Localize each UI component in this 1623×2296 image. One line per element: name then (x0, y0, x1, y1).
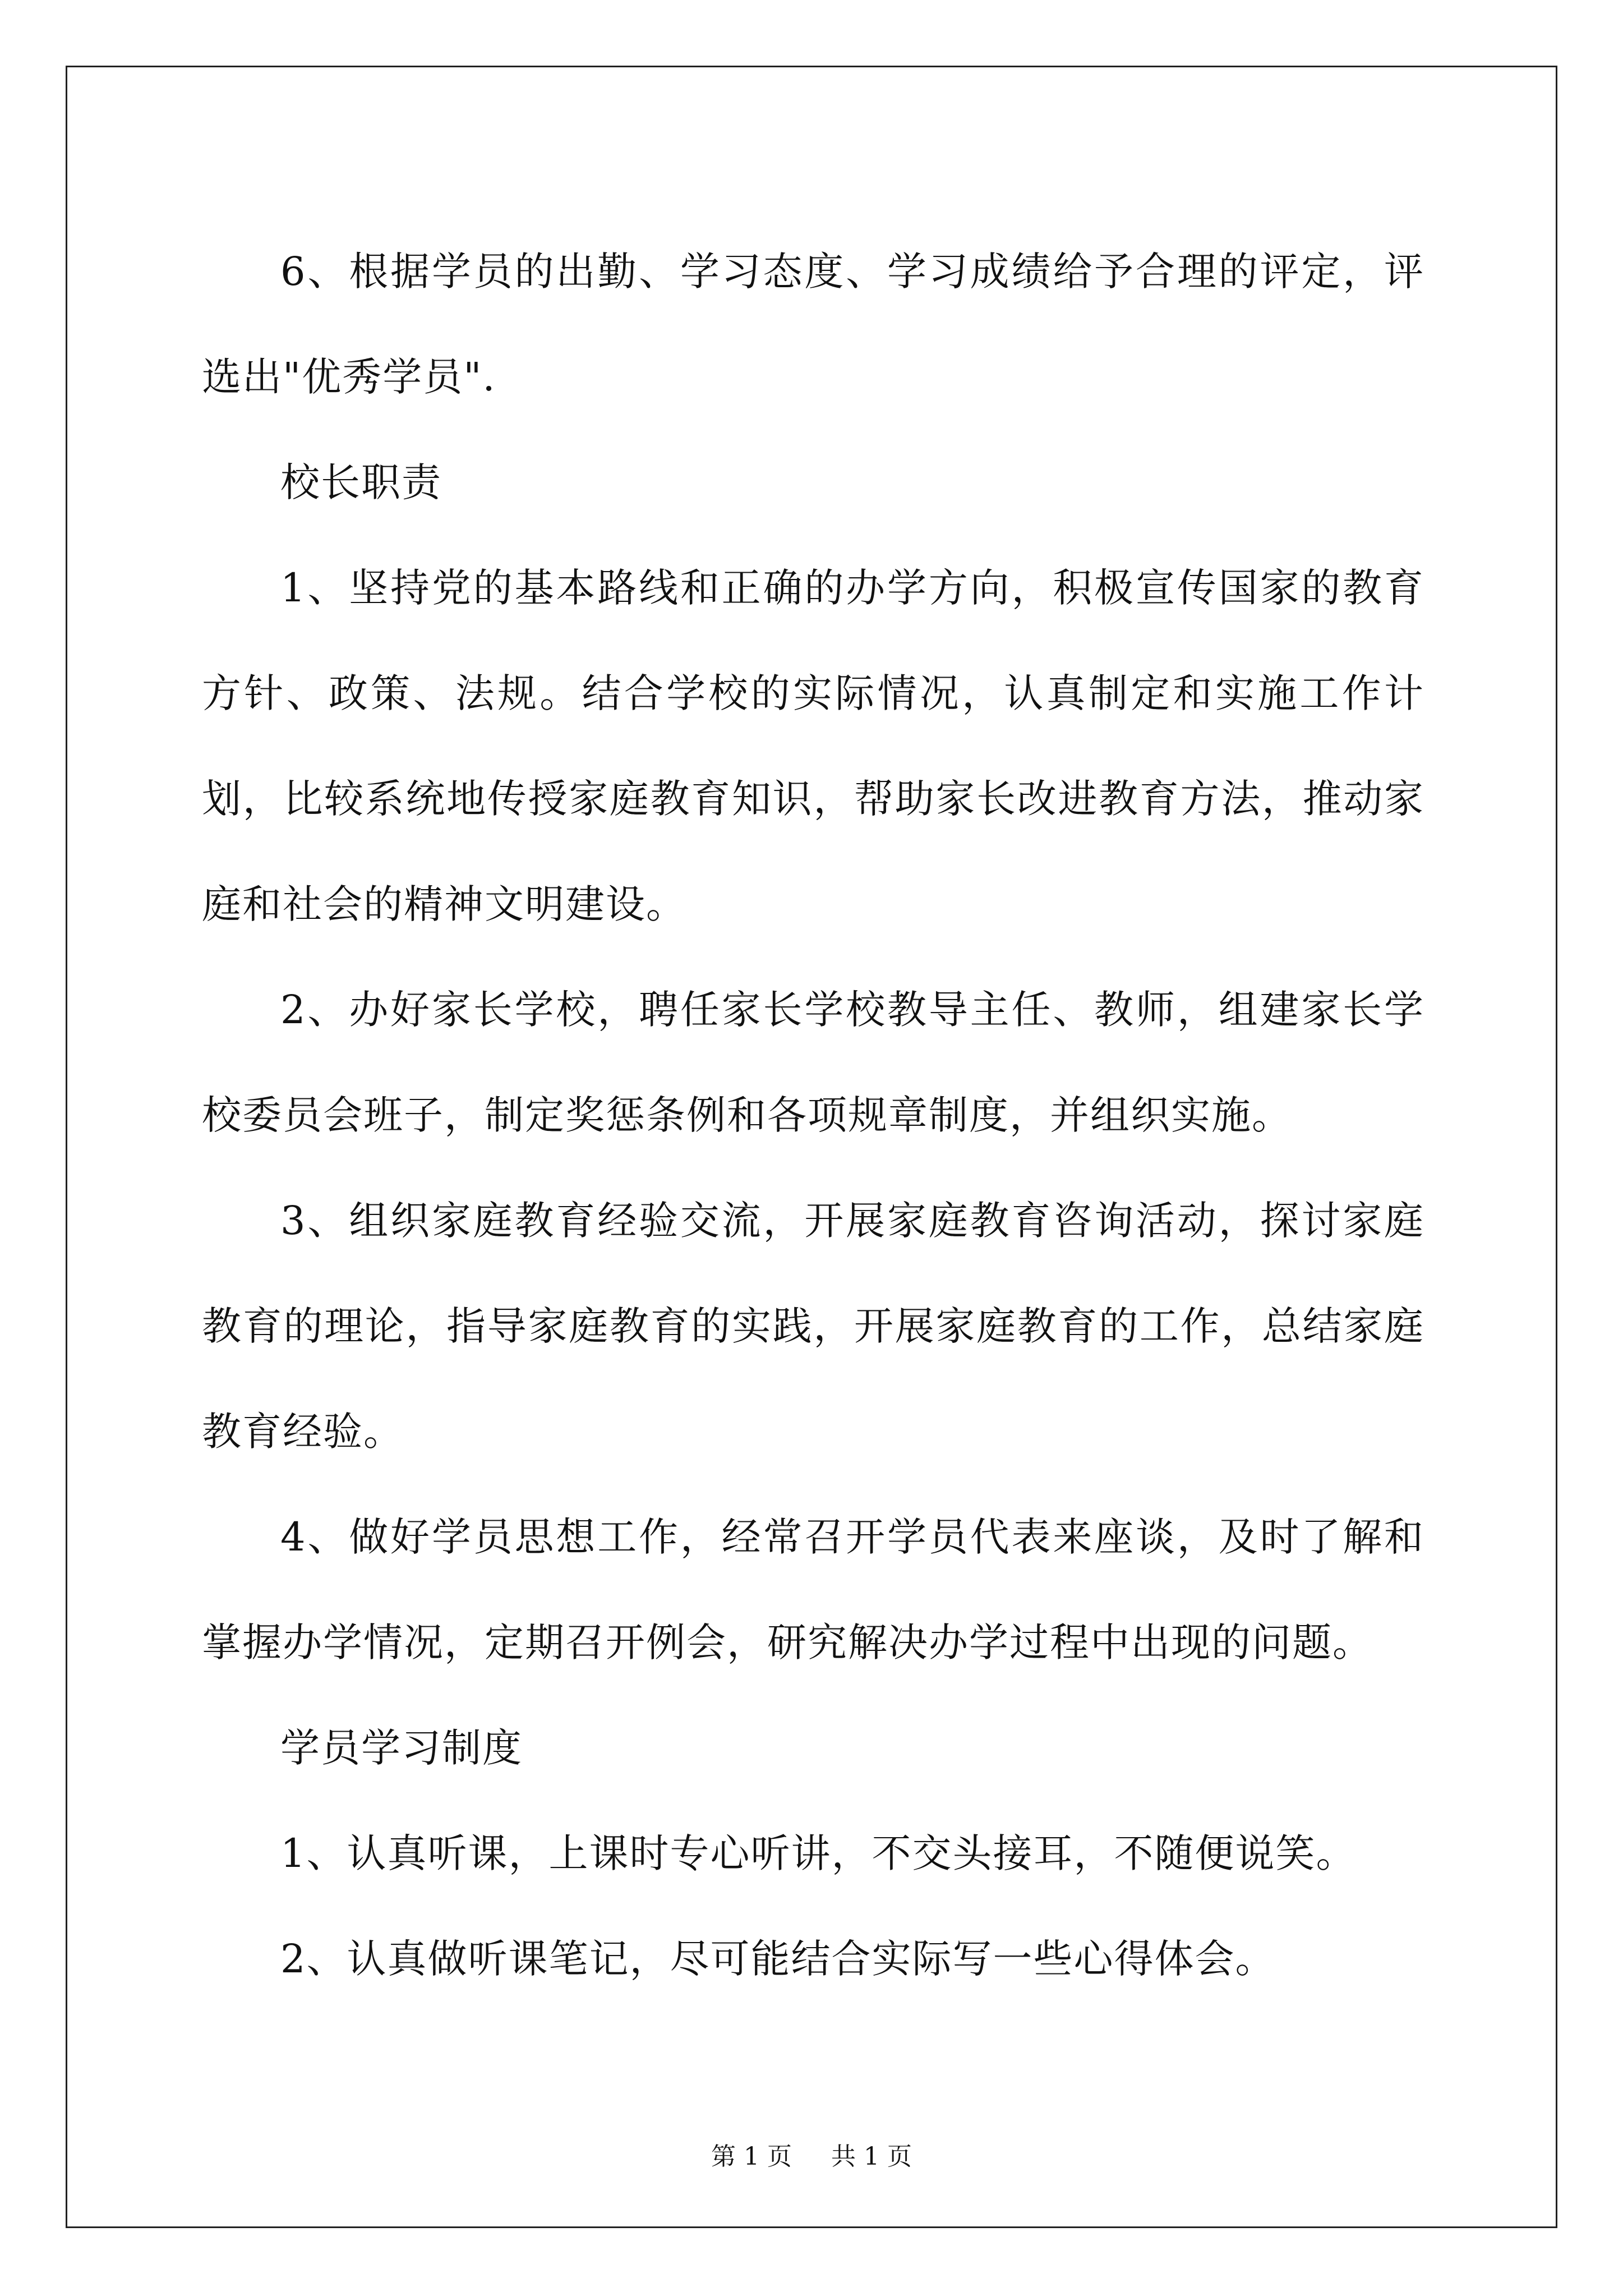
paragraph-duty-2: 2、办好家长学校，聘任家长学校教导主任、教师，组建家长学校委员会班子，制定奖惩条例和各项规章制度，并组织实施。 (202, 987, 1424, 1138)
page-number-total: 共 1 页 (831, 2142, 912, 2171)
section-heading-study-rules: 学员学习制度 (280, 1725, 523, 1771)
paragraph-duty-1: 1、坚持党的基本路线和正确的办学方向，积极宣传国家的教育方针、政策、法规。结合学校的实际情况，认真制定和实施工作计划，比较系统地传授家庭教育知识，帮助家长改进教育方法，推动家庭和社会的精神文明建设。 (202, 565, 1424, 927)
paragraph-rule-2: 2、认真做听课笔记，尽可能结合实际写一些心得体会。 (280, 1936, 1276, 1982)
page-number-current: 第 1 页 (711, 2142, 792, 2171)
paragraph-duty-4: 4、做好学员思想工作，经常召开学员代表来座谈，及时了解和掌握办学情况，定期召开例会，研究解决办学过程中出现的问题。 (202, 1514, 1424, 1665)
paragraph-item-6: 6、根据学员的出勤、学习态度、学习成绩给予合理的评定，评选出"优秀学员". (202, 249, 1424, 400)
section-heading-principal-duties: 校长职责 (280, 459, 442, 505)
paragraph-duty-3: 3、组织家庭教育经验交流，开展家庭教育咨询活动，探讨家庭教育的理论，指导家庭教育的实践，开展家庭教育的工作，总结家庭教育经验。 (202, 1198, 1424, 1455)
paragraph-rule-1: 1、认真听课，上课时专心听讲，不交头接耳，不随便说笑。 (280, 1830, 1357, 1876)
page-footer (0, 2136, 1623, 2172)
document-body (202, 219, 1424, 2012)
